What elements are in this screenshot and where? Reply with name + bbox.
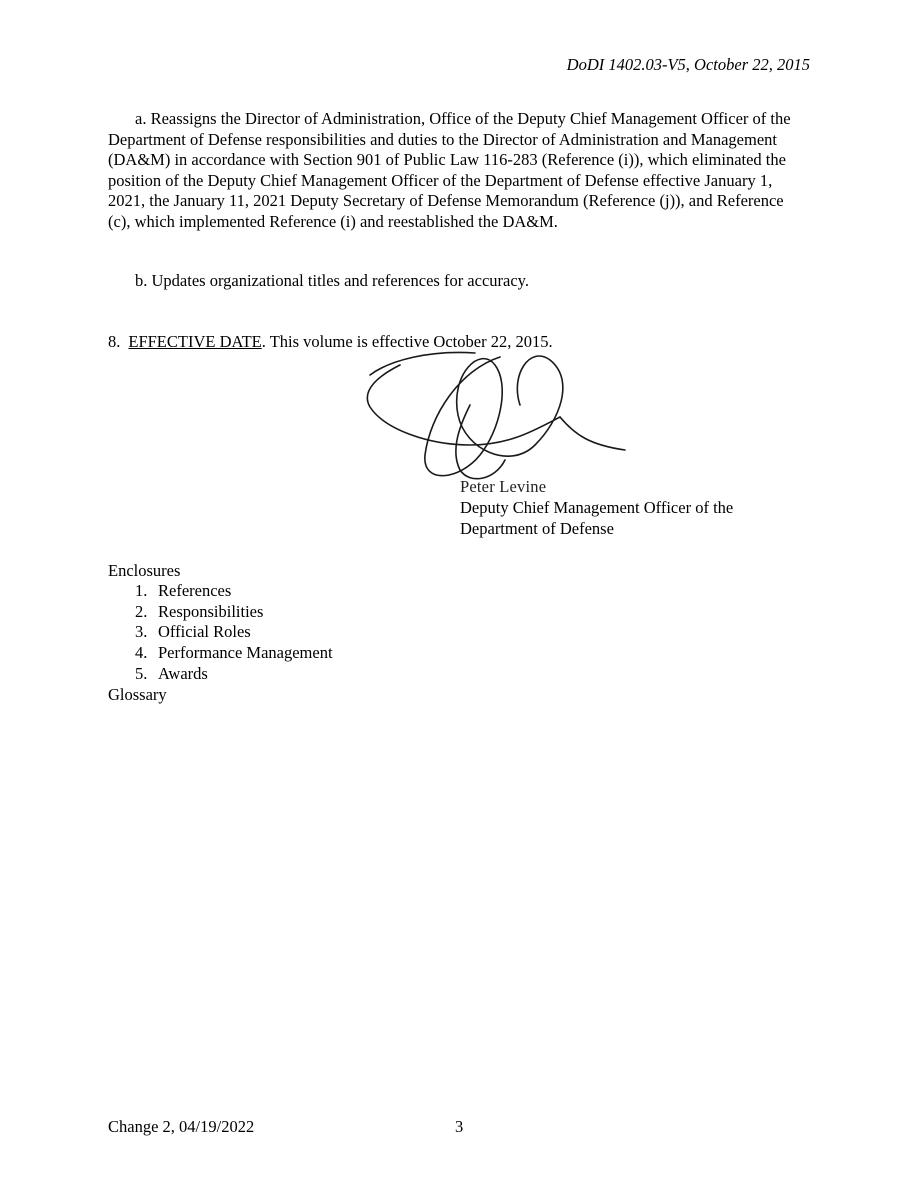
- list-item: 5. Awards: [135, 663, 208, 683]
- footer-change-note: Change 2, 04/19/2022: [108, 1117, 255, 1136]
- running-header: DoDI 1402.03-V5, October 22, 2015: [566, 55, 810, 74]
- enclosures-list: [135, 581, 333, 684]
- enclosures-heading: Enclosures: [108, 561, 181, 580]
- signer-name: Peter Levine: [460, 477, 547, 496]
- signature-stroke: [367, 365, 560, 445]
- list-item: 1. References: [135, 581, 232, 600]
- signer-organization: Department of Defense: [460, 519, 614, 538]
- signature-stroke: [560, 417, 625, 450]
- signature-stroke: [370, 352, 475, 375]
- list-item: 4. Performance Management: [135, 643, 333, 663]
- change-paragraph-b: b. Updates organizational titles and references for accuracy.: [135, 271, 529, 290]
- section-heading: EFFECTIVE DATE: [128, 332, 262, 351]
- effective-date-text: . This volume is effective October 22, 2015.: [261, 332, 553, 351]
- section-number: 8.: [108, 332, 121, 351]
- handwritten-signature: [360, 345, 640, 495]
- list-item: 2. Responsibilities: [135, 601, 264, 621]
- glossary-label: Glossary: [108, 685, 167, 704]
- change-paragraph-a: a. Reassigns the Director of Administration, Office of the Deputy Chief Management Officer of the Department of Defense responsibilities and duties to the Director of Administration and Management (DA&M) in accordance with Section 901 of Public Law 116-283 (Reference (i)), which eliminated the position of the Deputy Chief Management Officer of the Department of Defense effective January 1, 2021, the January 11, 2021 Deputy Secretary of Defense Memorandum (Reference (j)), and Reference (c), which implemented Reference (i) and reestablished the DA&M.: [108, 109, 791, 231]
- signer-title: Deputy Chief Management Officer of the: [460, 498, 734, 517]
- list-item: 3. Official Roles: [135, 622, 251, 642]
- signature-stroke: [425, 356, 563, 476]
- page-number: 3: [455, 1117, 464, 1136]
